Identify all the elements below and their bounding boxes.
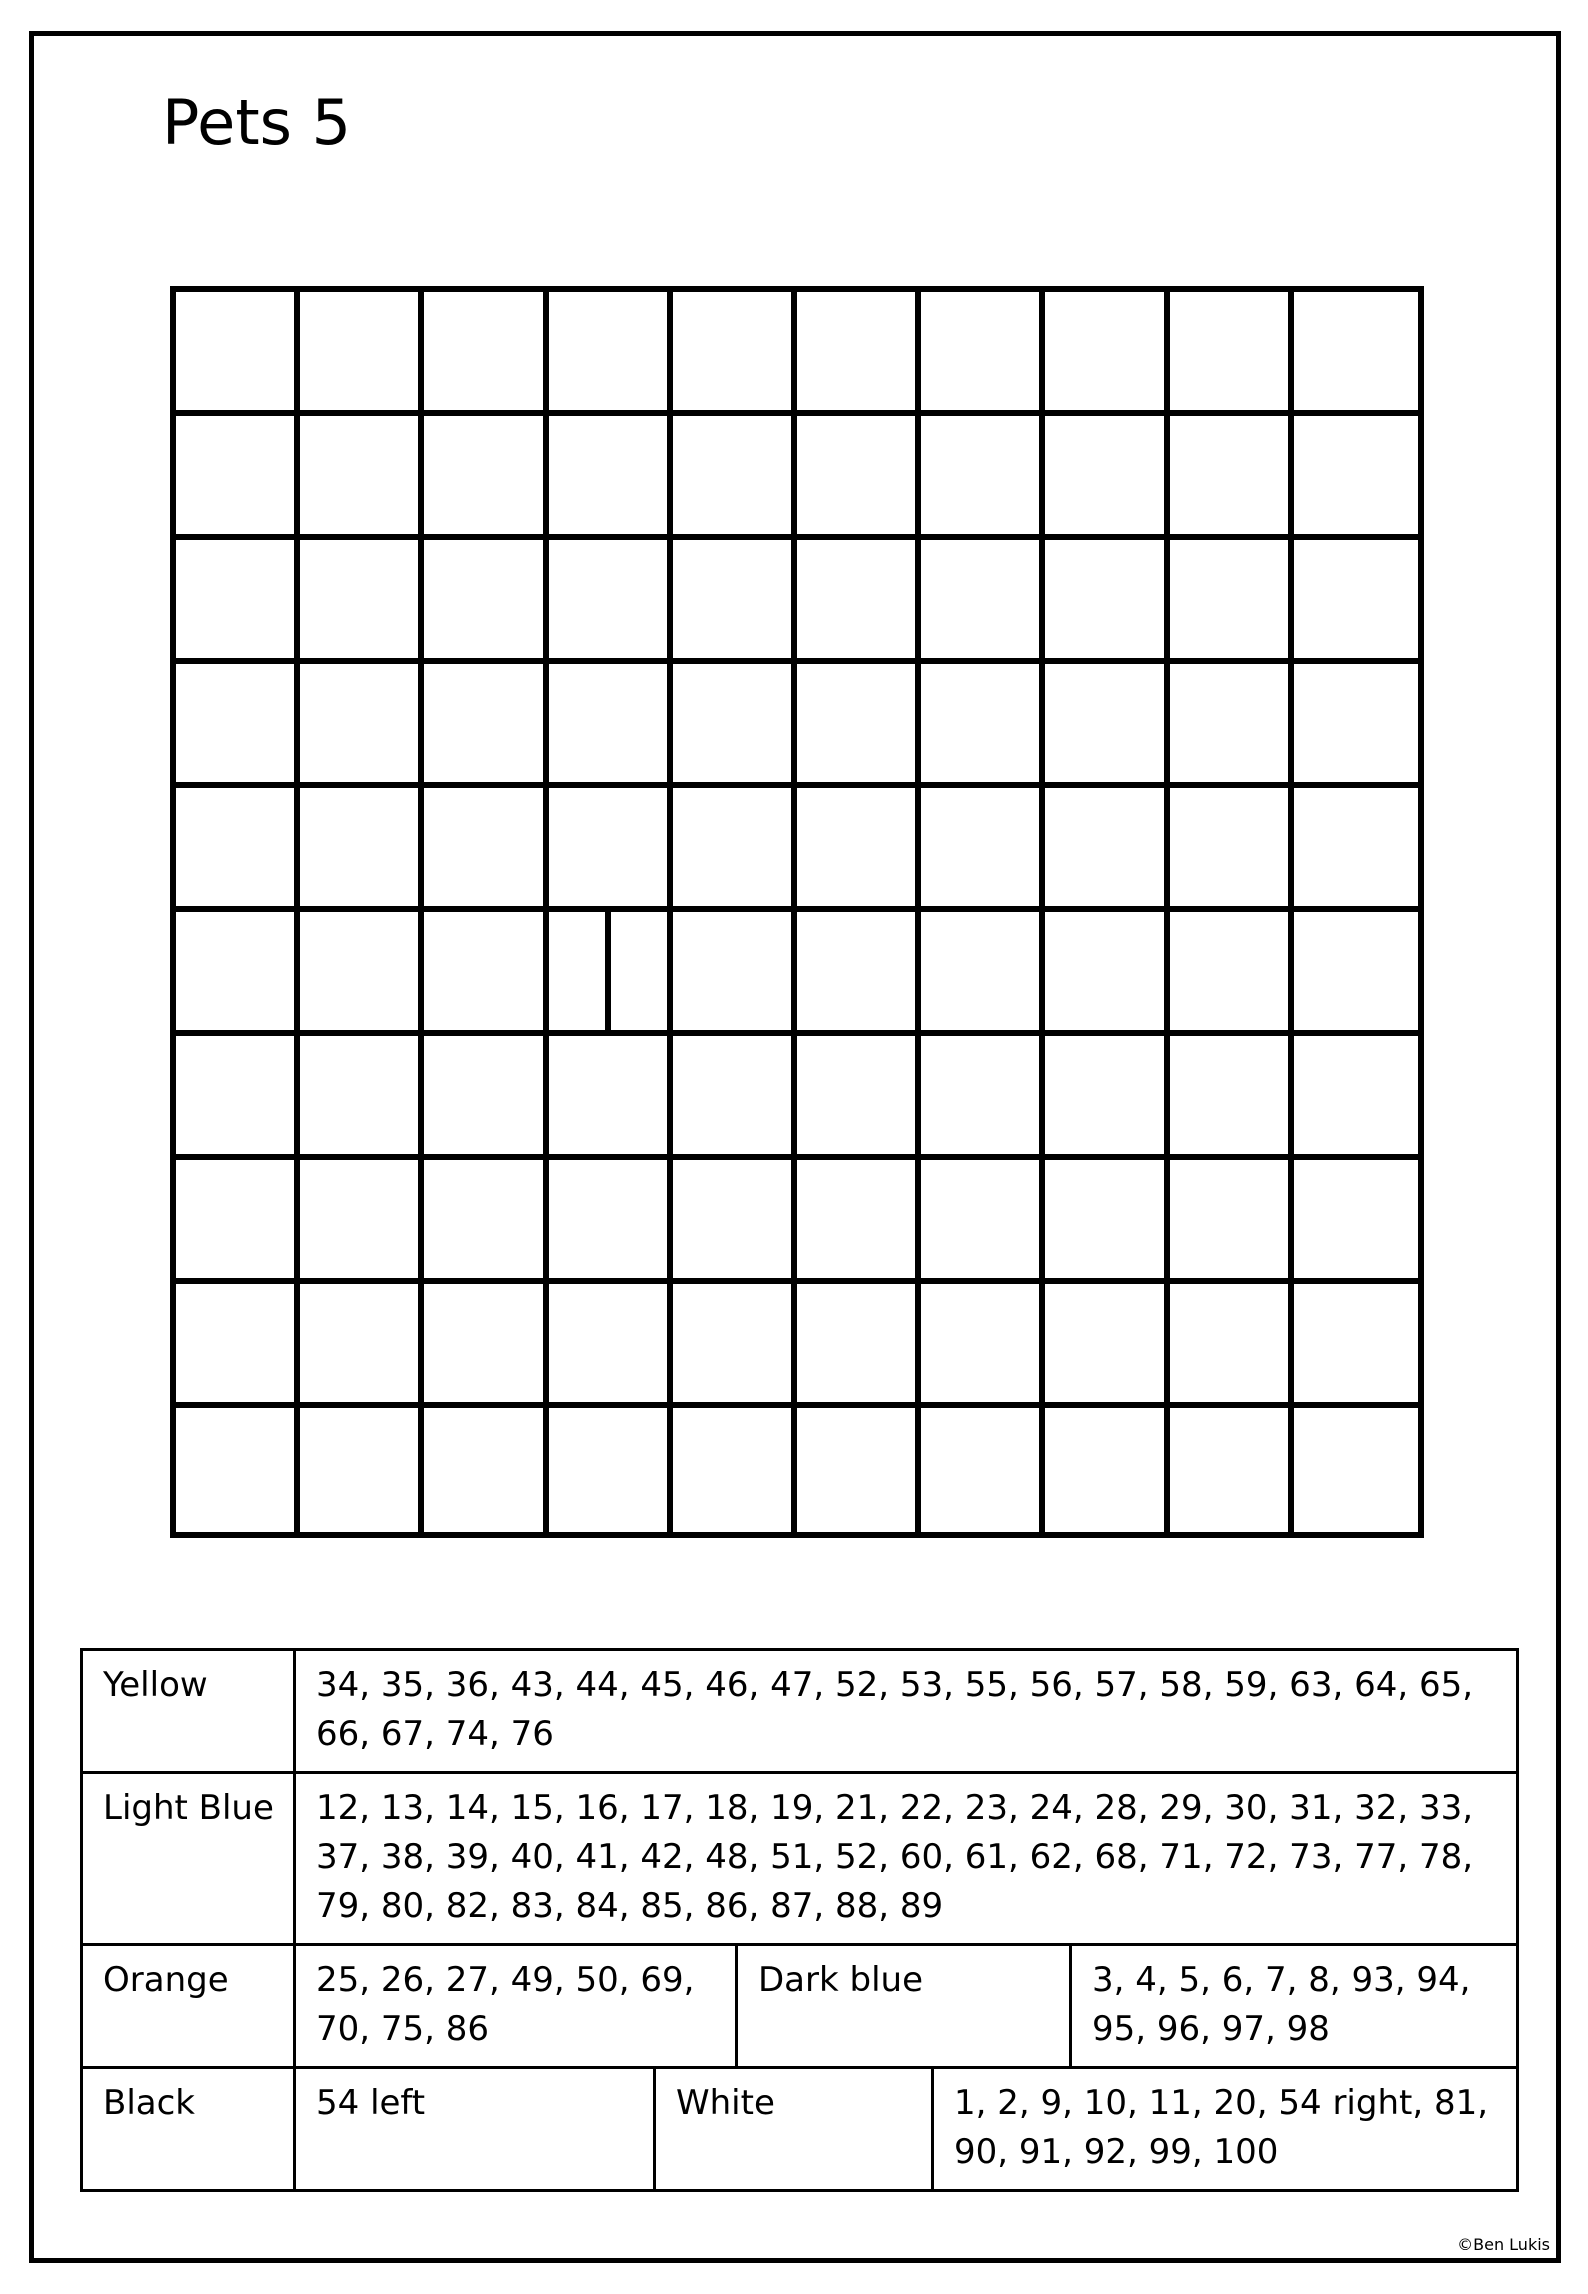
grid-cell-65 xyxy=(673,1036,797,1160)
grid-cell-51 xyxy=(176,912,300,1036)
grid-cell-75 xyxy=(673,1160,797,1284)
grid-cell-48 xyxy=(1045,788,1169,912)
grid-cell-78 xyxy=(1045,1160,1169,1284)
grid-cell-17 xyxy=(921,416,1045,540)
grid-cell-89 xyxy=(1170,1284,1294,1408)
grid-cell-91 xyxy=(176,1408,300,1532)
grid-cell-13 xyxy=(424,416,548,540)
grid-cell-18 xyxy=(1045,416,1169,540)
grid-cell-28 xyxy=(1045,540,1169,664)
grid-cell-24 xyxy=(549,540,673,664)
grid-cell-19 xyxy=(1170,416,1294,540)
grid-cell-76 xyxy=(797,1160,921,1284)
grid-cell-82 xyxy=(300,1284,424,1408)
grid-cell-56 xyxy=(797,912,921,1036)
grid-cell-37 xyxy=(921,664,1045,788)
grid-cell-30 xyxy=(1294,540,1418,664)
grid-cell-72 xyxy=(300,1160,424,1284)
grid-cell-100 xyxy=(1294,1408,1418,1532)
grid-cell-61 xyxy=(176,1036,300,1160)
grid-cell-53 xyxy=(424,912,548,1036)
grid-cell-59 xyxy=(1170,912,1294,1036)
key-numbers-light-blue: 12, 13, 14, 15, 16, 17, 18, 19, 21, 22, 23, 24, 28, 29, 30, 31, 32, 33, 37, 38, 39, 40, 41, 42, 48, 51, 52, 60, 61, 62, 68, 71, 72, 73, 77, 78, 79, 80, 82, 83, 84, 85, 86, 87, 88, 89 xyxy=(295,1773,1518,1945)
grid-cell-63 xyxy=(424,1036,548,1160)
grid-cell-97 xyxy=(921,1408,1045,1532)
grid-cell-40 xyxy=(1294,664,1418,788)
grid-cell-38 xyxy=(1045,664,1169,788)
grid-cell-5 xyxy=(673,292,797,416)
key-label-black: Black xyxy=(82,2068,295,2191)
grid-cell-42 xyxy=(300,788,424,912)
grid-cell-62 xyxy=(300,1036,424,1160)
grid-cell-70 xyxy=(1294,1036,1418,1160)
grid-cell-29 xyxy=(1170,540,1294,664)
key-row-orange-dark-blue xyxy=(82,1945,1518,2068)
grid-cell-68 xyxy=(1045,1036,1169,1160)
key-numbers-orange: 25, 26, 27, 49, 50, 69, 70, 75, 86 xyxy=(295,1945,737,2068)
grid-cell-36 xyxy=(797,664,921,788)
grid-cell-66 xyxy=(797,1036,921,1160)
grid-cell-46 xyxy=(797,788,921,912)
grid-cell-49 xyxy=(1170,788,1294,912)
grid-cell-divider xyxy=(605,912,611,1030)
grid-cell-43 xyxy=(424,788,548,912)
grid-cell-58 xyxy=(1045,912,1169,1036)
hundred-grid xyxy=(170,286,1424,1538)
grid-cell-64 xyxy=(549,1036,673,1160)
grid-cell-60 xyxy=(1294,912,1418,1036)
grid-cell-94 xyxy=(549,1408,673,1532)
grid-cell-7 xyxy=(921,292,1045,416)
grid-cell-4 xyxy=(549,292,673,416)
grid-cell-35 xyxy=(673,664,797,788)
key-label-dark-blue: Dark blue xyxy=(737,1945,1071,2068)
key-row-black-white xyxy=(82,2068,1518,2191)
key-row-light-blue xyxy=(82,1773,1518,1945)
grid-cell-10 xyxy=(1294,292,1418,416)
grid-cell-47 xyxy=(921,788,1045,912)
grid-cell-26 xyxy=(797,540,921,664)
grid-cell-6 xyxy=(797,292,921,416)
grid-cell-85 xyxy=(673,1284,797,1408)
grid-cell-2 xyxy=(300,292,424,416)
page-title: Pets 5 xyxy=(162,86,352,159)
grid-cell-31 xyxy=(176,664,300,788)
grid-cell-25 xyxy=(673,540,797,664)
grid-cell-15 xyxy=(673,416,797,540)
grid-cell-41 xyxy=(176,788,300,912)
grid-cell-99 xyxy=(1170,1408,1294,1532)
grid-cell-79 xyxy=(1170,1160,1294,1284)
grid-cell-22 xyxy=(300,540,424,664)
grid-cell-45 xyxy=(673,788,797,912)
grid-cell-3 xyxy=(424,292,548,416)
grid-cell-80 xyxy=(1294,1160,1418,1284)
grid-cell-27 xyxy=(921,540,1045,664)
key-numbers-dark-blue: 3, 4, 5, 6, 7, 8, 93, 94, 95, 96, 97, 98 xyxy=(1071,1945,1518,2068)
grid-cell-55 xyxy=(673,912,797,1036)
key-label-yellow: Yellow xyxy=(82,1650,295,1773)
grid-cell-39 xyxy=(1170,664,1294,788)
grid-cell-50 xyxy=(1294,788,1418,912)
grid-cell-73 xyxy=(424,1160,548,1284)
grid-cell-57 xyxy=(921,912,1045,1036)
grid-cell-21 xyxy=(176,540,300,664)
grid-cell-81 xyxy=(176,1284,300,1408)
grid-cell-69 xyxy=(1170,1036,1294,1160)
grid-cell-92 xyxy=(300,1408,424,1532)
grid-cell-11 xyxy=(176,416,300,540)
grid-cell-33 xyxy=(424,664,548,788)
grid-cell-93 xyxy=(424,1408,548,1532)
grid-cell-98 xyxy=(1045,1408,1169,1532)
key-numbers-yellow: 34, 35, 36, 43, 44, 45, 46, 47, 52, 53, 55, 56, 57, 58, 59, 63, 64, 65, 66, 67, 74, 76 xyxy=(295,1650,1518,1773)
grid-cell-20 xyxy=(1294,416,1418,540)
grid-cell-12 xyxy=(300,416,424,540)
grid-cell-14 xyxy=(549,416,673,540)
grid-cell-32 xyxy=(300,664,424,788)
key-numbers-white: 1, 2, 9, 10, 11, 20, 54 right, 81, 90, 91, 92, 99, 100 xyxy=(933,2068,1518,2191)
grid-cell-34 xyxy=(549,664,673,788)
key-label-orange: Orange xyxy=(82,1945,295,2068)
grid-cell-83 xyxy=(424,1284,548,1408)
grid-cell-67 xyxy=(921,1036,1045,1160)
grid-cell-52 xyxy=(300,912,424,1036)
grid-cell-95 xyxy=(673,1408,797,1532)
key-label-white: White xyxy=(655,2068,933,2191)
grid-cell-8 xyxy=(1045,292,1169,416)
grid-cell-90 xyxy=(1294,1284,1418,1408)
grid-cell-96 xyxy=(797,1408,921,1532)
grid-cell-54 xyxy=(549,912,673,1036)
grid-cell-74 xyxy=(549,1160,673,1284)
grid-cell-16 xyxy=(797,416,921,540)
grid-cell-9 xyxy=(1170,292,1294,416)
grid-cell-86 xyxy=(797,1284,921,1408)
grid-cell-1 xyxy=(176,292,300,416)
key-row-yellow xyxy=(82,1650,1518,1773)
grid-cell-23 xyxy=(424,540,548,664)
grid-cell-87 xyxy=(921,1284,1045,1408)
grid-cell-71 xyxy=(176,1160,300,1284)
key-numbers-black: 54 left xyxy=(295,2068,655,2191)
grid-cell-77 xyxy=(921,1160,1045,1284)
grid-cell-44 xyxy=(549,788,673,912)
color-key-table xyxy=(80,1648,1519,2192)
copyright: ©Ben Lukis xyxy=(1457,2235,1550,2254)
grid-cell-84 xyxy=(549,1284,673,1408)
grid-cell-88 xyxy=(1045,1284,1169,1408)
key-label-light-blue: Light Blue xyxy=(82,1773,295,1945)
